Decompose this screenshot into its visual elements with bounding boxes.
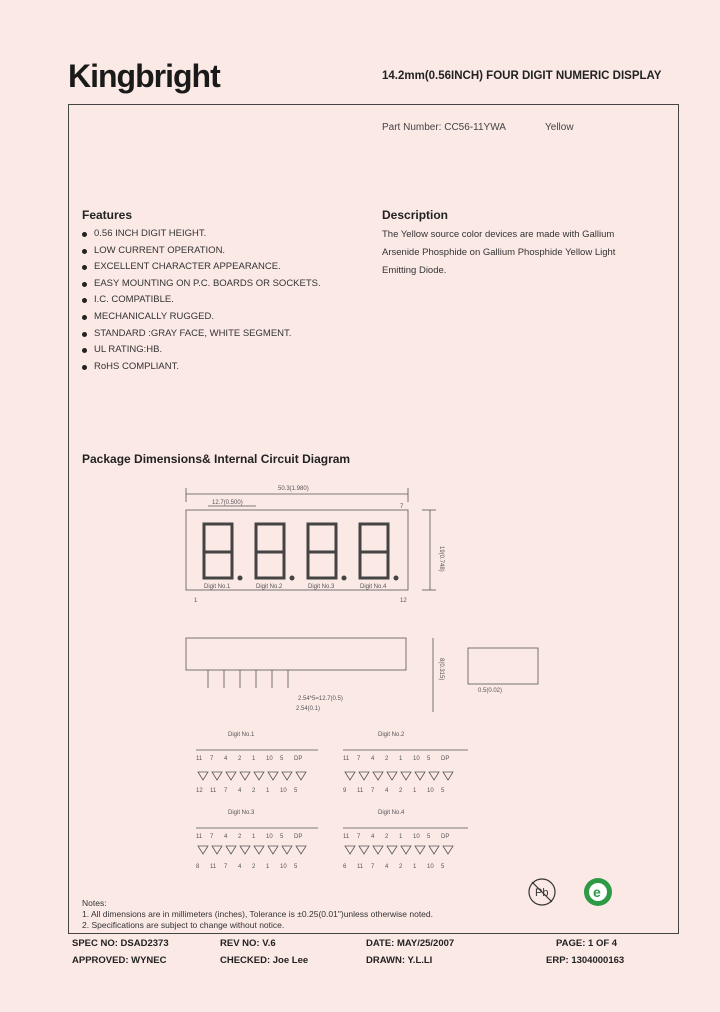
- revision-number: REV NO: V.6: [220, 938, 276, 949]
- seven-segment-digits: [204, 524, 388, 578]
- document-date: DATE: MAY/25/2007: [366, 938, 455, 949]
- block-1-top-pin: 1: [252, 756, 256, 762]
- dp-2-dot: [290, 576, 295, 581]
- block-4-bottom-pin: 1: [413, 864, 417, 870]
- digit-3-label: Digit No.3: [308, 584, 335, 590]
- lead-free-symbol: Pb: [535, 887, 549, 899]
- dp-3-dot: [342, 576, 347, 581]
- block-4-bottom-pin: 2: [399, 864, 403, 870]
- feature-item: EXCELLENT CHARACTER APPEARANCE.: [82, 259, 321, 276]
- feature-item: I.C. COMPATIBLE.: [82, 292, 321, 309]
- dp-4-dot: [394, 576, 399, 581]
- block-2-top-pin: 4: [371, 756, 375, 762]
- block-1-bottom-pin: 5: [294, 788, 298, 794]
- block-2-top-pin: 2: [385, 756, 389, 762]
- block-3-bottom-pin: 2: [252, 864, 256, 870]
- block-2-bottom-pin: 7: [371, 788, 375, 794]
- digit-2-label: Digit No.2: [256, 584, 283, 590]
- digit-4-segments: [360, 524, 388, 578]
- feature-item: RoHS COMPLIANT.: [82, 359, 321, 376]
- block-4-top-pin: 4: [371, 834, 375, 840]
- package-side-view: [178, 628, 548, 718]
- block-1-top-pin: 5: [280, 756, 284, 762]
- body-side: [186, 638, 406, 670]
- block-3-top-pin: 5: [280, 834, 284, 840]
- end-view-body: [468, 648, 538, 684]
- dp-1-dot: [238, 576, 243, 581]
- block-1-top-pin: DP: [294, 756, 303, 762]
- block-2-top-pin: 10: [413, 756, 420, 762]
- digit-1-label: Digit No.1: [204, 584, 231, 590]
- block-4-top-pin: 2: [385, 834, 389, 840]
- block-1-bottom-pin: 2: [252, 788, 256, 794]
- drawn-by: DRAWN: Y.L.LI: [366, 955, 433, 966]
- compliance-badges: [522, 872, 622, 912]
- block-2-top-pin: 5: [427, 756, 431, 762]
- block-4-bottom-pin: 10: [427, 864, 434, 870]
- digit-1-segments: [204, 524, 232, 578]
- block-2-bottom-pin: 1: [413, 788, 417, 794]
- circuit-block-4-label: Digit No.4: [378, 810, 405, 816]
- pin-row: [208, 670, 288, 688]
- block-3-top-pin: 10: [266, 834, 273, 840]
- rohs-symbol: e: [593, 884, 601, 900]
- block-4-top-pin: 5: [427, 834, 431, 840]
- block-4-top-pin: DP: [441, 834, 450, 840]
- features-list: [82, 226, 321, 375]
- package-front-view: [178, 480, 458, 605]
- spec-number: SPEC NO: DSAD2373: [72, 938, 169, 949]
- pin-top-right-label: 7: [400, 504, 404, 510]
- block-3-top-pin: DP: [294, 834, 303, 840]
- feature-item: STANDARD :GRAY FACE, WHITE SEGMENT.: [82, 326, 321, 343]
- block-3-top-pin: 7: [210, 834, 214, 840]
- height-label: 19(0.748): [438, 546, 444, 572]
- thickness-label: 8(0.315): [438, 658, 444, 681]
- block-4-bottom-pin: 7: [371, 864, 375, 870]
- notes-title: Notes:: [82, 898, 107, 908]
- block-2-top-pin: 11: [343, 756, 350, 762]
- block-2-bottom-pin: 9: [343, 788, 347, 794]
- checked-by: CHECKED: Joe Lee: [220, 955, 309, 966]
- block-4-bottom-pin: 6: [343, 864, 347, 870]
- block-2-top-pin: DP: [441, 756, 450, 762]
- block-2-top-pin: 1: [399, 756, 403, 762]
- block-3-bottom-pin: 10: [280, 864, 287, 870]
- digit-3-segments: [308, 524, 336, 578]
- features-heading: Features: [82, 208, 133, 222]
- note-line: 1. All dimensions are in millimeters (inches), Tolerance is ±0.25(0.01")unless otherwise noted.: [82, 909, 433, 919]
- block-1-top-pin: 4: [224, 756, 228, 762]
- block-1-bottom-pin: 12: [196, 788, 203, 794]
- block-3-bottom-pin: 1: [266, 864, 270, 870]
- document-title: 14.2mm(0.56INCH) FOUR DIGIT NUMERIC DISPLAY: [382, 70, 662, 82]
- feature-item: LOW CURRENT OPERATION.: [82, 243, 321, 260]
- block-3-top-pin: 1: [252, 834, 256, 840]
- block-2-bottom-pin: 5: [441, 788, 445, 794]
- block-4-top-pin: 7: [357, 834, 361, 840]
- brand-logo: Kingbright: [68, 58, 220, 94]
- feature-item: 0.56 INCH DIGIT HEIGHT.: [82, 226, 321, 243]
- block-3-bottom-pin: 7: [224, 864, 228, 870]
- block-3-top-pin: 11: [196, 834, 203, 840]
- circuit-block-1-label: Digit No.1: [228, 732, 255, 738]
- erp-number: ERP: 1304000163: [546, 955, 625, 966]
- block-1-bottom-pin: 11: [210, 788, 217, 794]
- color-value: Yellow: [545, 122, 574, 133]
- block-2-bottom-pin: 2: [399, 788, 403, 794]
- page-number: PAGE: 1 OF 4: [556, 938, 618, 949]
- block-4-top-pin: 1: [399, 834, 403, 840]
- pin-last-label: 12: [400, 598, 407, 604]
- block-1-bottom-pin: 4: [238, 788, 242, 794]
- block-4-top-pin: 10: [413, 834, 420, 840]
- digit-4-label: Digit No.4: [360, 584, 387, 590]
- feature-item: EASY MOUNTING ON P.C. BOARDS OR SOCKETS.: [82, 276, 321, 293]
- block-3-bottom-pin: 4: [238, 864, 242, 870]
- block-3-bottom-pin: 5: [294, 864, 298, 870]
- block-1-bottom-pin: 10: [280, 788, 287, 794]
- block-2-bottom-pin: 11: [357, 788, 364, 794]
- digit-2-segments: [256, 524, 284, 578]
- internal-circuit-diagram: [188, 728, 478, 878]
- pin-first-label: 1: [194, 598, 198, 604]
- circuit-block-3-label: Digit No.3: [228, 810, 255, 816]
- block-3-top-pin: 4: [224, 834, 228, 840]
- block-1-bottom-pin: 1: [266, 788, 270, 794]
- block-2-bottom-pin: 4: [385, 788, 389, 794]
- part-number: Part Number: CC56-11YWA: [382, 122, 506, 133]
- block-4-bottom-pin: 4: [385, 864, 389, 870]
- block-1-bottom-pin: 7: [224, 788, 228, 794]
- block-3-top-pin: 2: [238, 834, 242, 840]
- block-1-top-pin: 11: [196, 756, 203, 762]
- pin-dia-label: 0.5(0.02): [478, 688, 503, 694]
- note-line: 2. Specifications are subject to change without notice.: [82, 920, 285, 930]
- block-4-bottom-pin: 11: [357, 864, 364, 870]
- feature-item: UL RATING:HB.: [82, 342, 321, 359]
- side-dim-label: 2.54(0.1): [296, 706, 321, 712]
- notes-block: [82, 898, 433, 931]
- pitch-label: 12.7(0.500): [212, 500, 243, 506]
- description-heading: Description: [382, 208, 449, 222]
- pin-spacing-label: 2.54*5=12.7(0.5): [298, 696, 343, 702]
- block-3-bottom-pin: 11: [210, 864, 217, 870]
- block-1-top-pin: 2: [238, 756, 242, 762]
- description-text: The Yellow source color devices are made with Gallium Arsenide Phosphide on Gallium Phosphide Yellow Light Emitting Diode.: [382, 229, 616, 276]
- block-1-top-pin: 7: [210, 756, 214, 762]
- package-heading: Package Dimensions& Internal Circuit Diagram: [82, 452, 351, 466]
- block-2-bottom-pin: 10: [427, 788, 434, 794]
- block-1-top-pin: 10: [266, 756, 273, 762]
- approved-by: APPROVED: WYNEC: [72, 955, 167, 966]
- feature-item: MECHANICALLY RUGGED.: [82, 309, 321, 326]
- block-4-bottom-pin: 5: [441, 864, 445, 870]
- circuit-block-2-label: Digit No.2: [378, 732, 405, 738]
- top-width-label: 50.3(1.980): [278, 486, 309, 492]
- block-3-bottom-pin: 8: [196, 864, 200, 870]
- block-2-top-pin: 7: [357, 756, 361, 762]
- block-4-top-pin: 11: [343, 834, 350, 840]
